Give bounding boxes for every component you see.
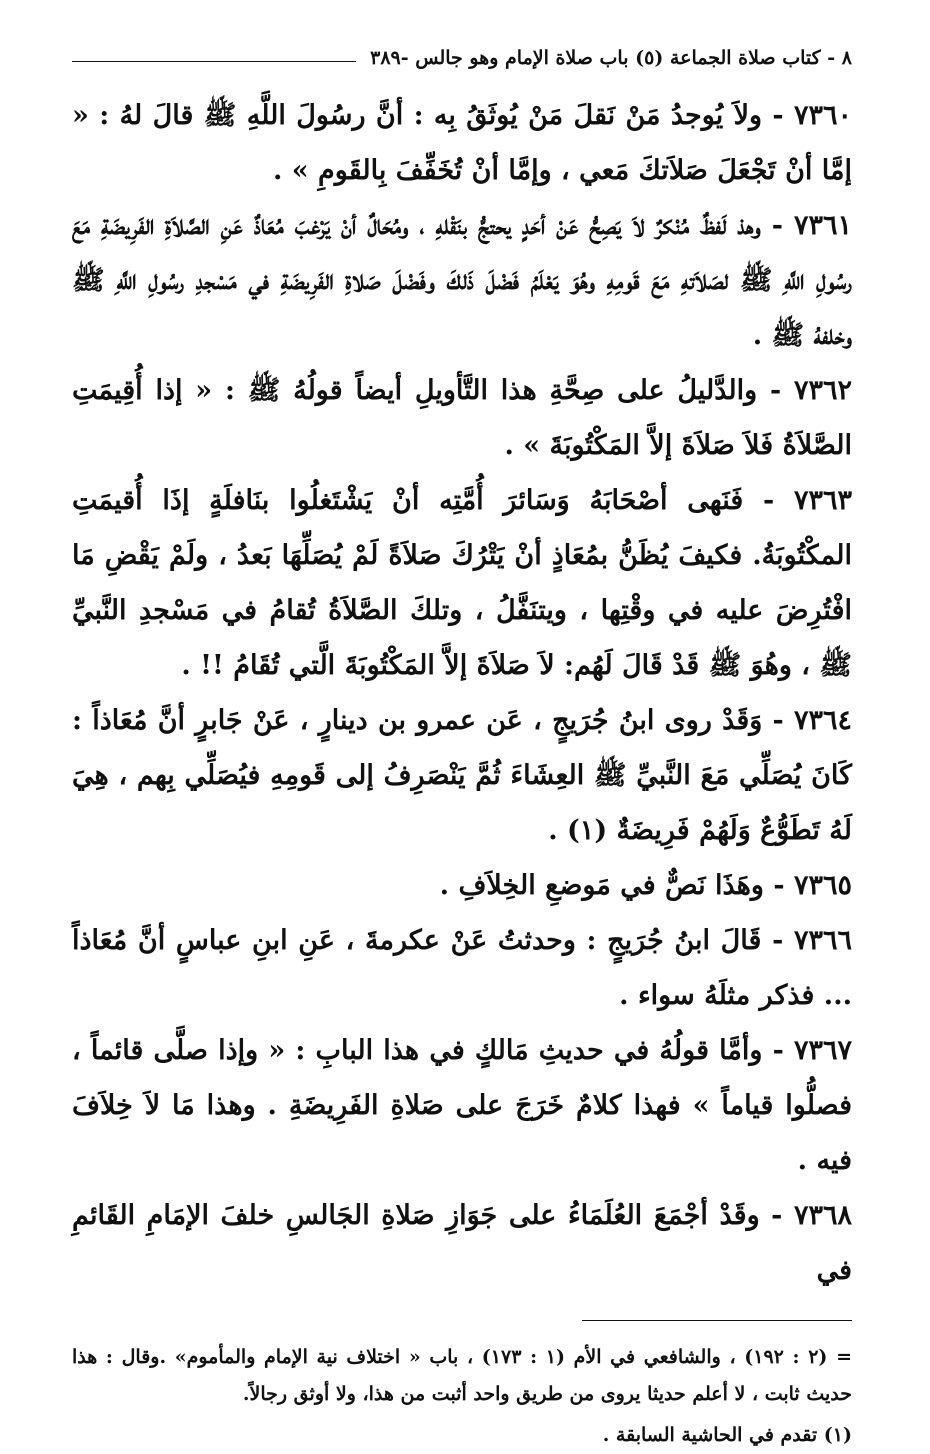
page-header-title: ٨ - كتاب صلاة الجماعة (٥) باب صلاة الإمام وهو جالس -٣٨٩: [370, 47, 852, 69]
paragraph-7363: [72, 473, 852, 693]
paragraph-7367: [72, 1023, 852, 1188]
header-rule: [72, 61, 356, 62]
footnotes: [72, 1339, 852, 1454]
paragraph-number: ٧٣٦٨: [793, 1200, 852, 1231]
paragraph-number: ٧٣٦٦: [793, 925, 852, 956]
footnote-continuation: = (٢ : ١٩٢) ، والشافعي في الأم (١ : ١٧٣) ، باب « اختلاف نية الإمام والمأموم» .وقال : هذا حديث ثابت ، لا أعلم حديثا يروى من طريق واحد أثبت من هذا، ولا أوثق رجالاً.: [72, 1346, 852, 1405]
paragraph-text: - ولاَ يُوجدُ مَنْ نَقلَ مَنْ يُوثَقُ بِه : أنَّ رسُولَ اللَّهِ ﷺ قالَ لهُ : « إمَّا أنْ تَجْعَلَ صَلاَتكَ مَعي ، وإمَّا أنْ تُخَفِّفَ بِالقَومِ » .: [72, 100, 852, 186]
paragraph-number: ٧٣٦٣: [793, 485, 852, 516]
paragraph-text: - والدَّليلُ على صِحَّةِ هذا التَّأويلِ أيضاً قولُهُ ﷺ : « إذا أُقِيمَتِ الصَّلاَةُ فَلاَ صَلاَةَ إلاَّ المَكْتُوبَةَ » .: [72, 375, 852, 461]
paragraph-number: ٧٣٦٥: [793, 870, 852, 901]
paragraph-number: ٧٣٦٤: [793, 705, 852, 736]
paragraph-text: - قَالَ ابنُ جُرَيجٍ : وحدثتُ عَنْ عكرمةَ ، عَنِ ابنِ عباسٍ أنَّ مُعَاذاً ... فذكر مثلَهُ سواء .: [72, 925, 852, 1011]
book-page: [72, 38, 852, 1446]
paragraph-7365: [72, 858, 852, 913]
paragraph-7366: [72, 913, 852, 1023]
footnote-1: (١) تقدم في الحاشية السابقة .: [602, 1424, 852, 1446]
paragraph-number: ٧٣٦٠: [793, 100, 852, 131]
paragraph-7368: [72, 1188, 852, 1298]
paragraph-text: - وهَذَا نَصٌّ في مَوضعِ الخِلاَفِ .: [439, 870, 785, 901]
running-header: [72, 38, 852, 78]
paragraph-text: - وأمَّا قولُهُ في حديثِ مَالكٍ في هذا البابِ : « وإذا صلَّى قائماً ، فصلُّوا قياماً » فهذا كلامٌ خَرَجَ على صَلاةِ الفَرِيضَةِ . وهذا مَا لاَ خِلاَفَ فيه .: [72, 1035, 852, 1176]
paragraph-7361: [72, 198, 852, 363]
paragraph-text: - وهذ لَفظٌ مُنْكرٌ لاَ يَصِحُّ عَنْ أحَدٍ يحتجُّ بنَقْلهِ ، ومُحَالٌ أنْ يَرْغبَ مُعَاذٌ عَنِ الصَّلاَةِ الفَرِيضَةِ مَعَ رسُولِ اللَّهِ ﷺ لصَلاَتهِ مَعَ قَومِهِ وهُوَ يَعْلَمُ فَضْلَ ذَلكَ وفَضْلَ صَلاةِ الفَرِيضَةِ في مَسْجدِ رسُولِ اللَّهِ ﷺ وخلفهُ ﷺ .: [72, 210, 852, 351]
paragraph-text: - فَنَهى أصْحَابَهُ وَسَائرَ أُمَّتِه أنْ يَشْتَغلُوا بنَافلَةٍ إذَا أُقيمَتِ المكْتُوبَةُ. فكيفَ يُظَنُّ بمُعَاذٍ أنْ يَتْرُكَ صَلاَةً لَمْ يُصَلِّهَا بَعدُ ، ولَمْ يَقْضِ مَا افْتُرِضَ عليه في وقْتِها ، ويتنَفَّلُ ، وتلكَ الصَّلاَةُ تُقامُ في مَسْجدِ النَّبيِّ ﷺ ، وهُوَ ﷺ قَدْ قَالَ لَهُم: لاَ صَلاَةَ إلاَّ المَكْتُوبَةَ الَّتي تُقَامُ !! .: [72, 485, 852, 681]
paragraph-number: ٧٣٦٧: [793, 1035, 852, 1066]
footnote-rule: [582, 1320, 852, 1321]
paragraph-text: - وقَدْ أجْمَعَ العُلَمَاءُ على جَوَازِ صَلاةِ الجَالسِ خلفَ الإمَامِ القَائمِ في: [72, 1200, 852, 1286]
main-text: [72, 88, 852, 1298]
paragraph-7362: [72, 363, 852, 473]
paragraph-7364: [72, 693, 852, 858]
paragraph-number: ٧٣٦٢: [793, 375, 852, 406]
paragraph-text: - وَقَدْ روى ابنُ جُرَيجٍ ، عَن عمرو بن دينارٍ ، عَنْ جَابرٍ أنَّ مُعَاذاً : كَانَ يُصَلِّي مَعَ النَّبيِّ ﷺ العِشَاءَ ثُمَّ يَنْصَرِفُ إلى قَومِهِ فيُصَلِّي بِهم ، هِيَ لَهُ تَطَوُّعٌ وَلَهُمْ فَرِيضَةٌ (١) .: [72, 705, 852, 846]
paragraph-7360: [72, 88, 852, 198]
paragraph-number: ٧٣٦١: [793, 210, 852, 241]
